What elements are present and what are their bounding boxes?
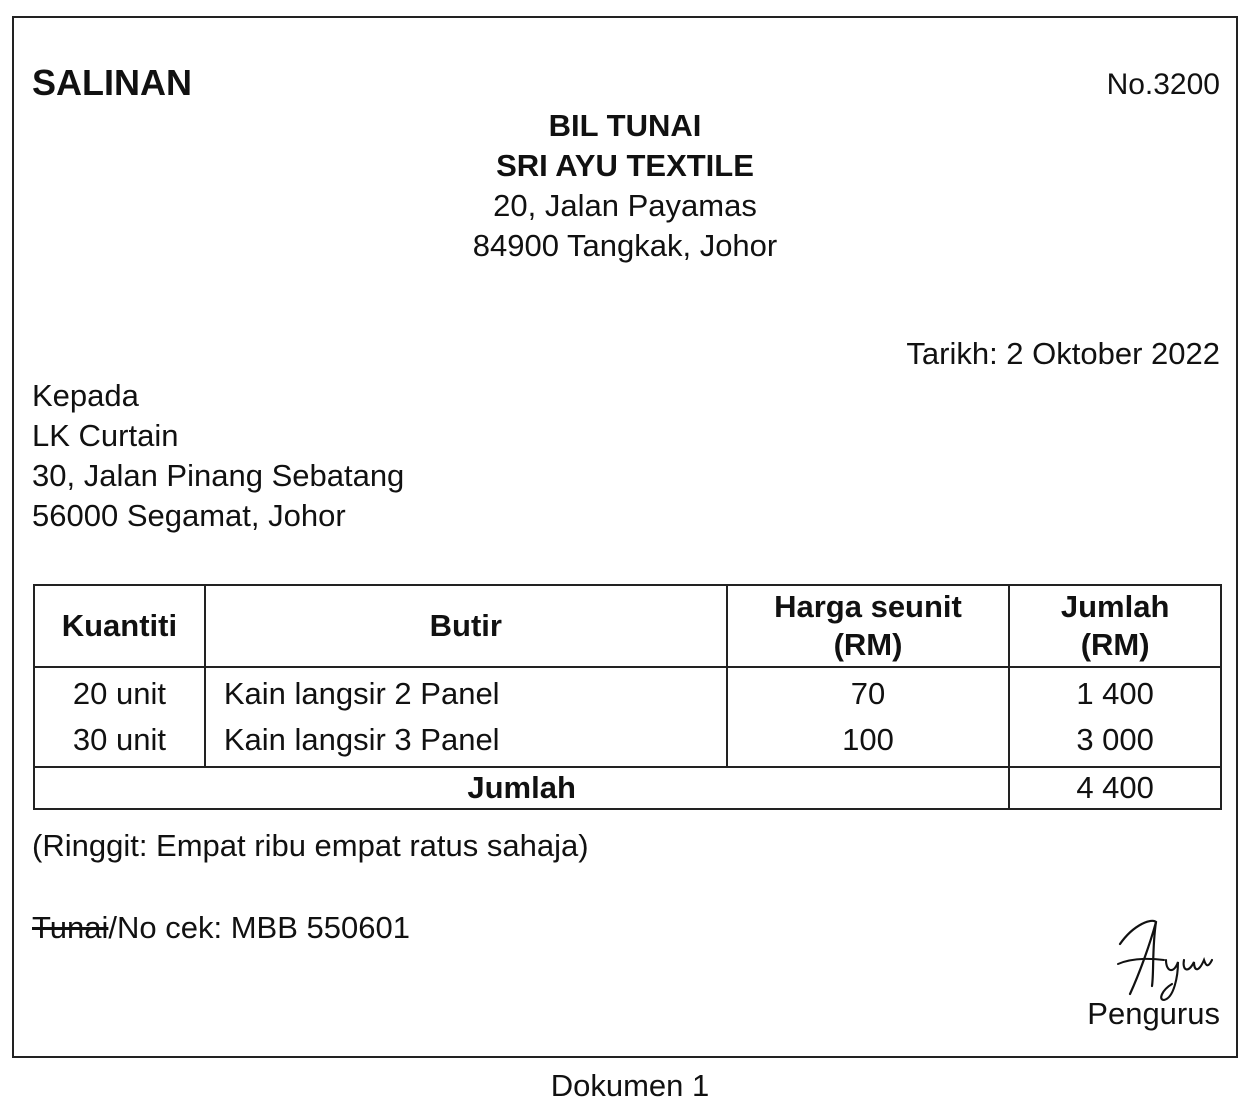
table-header-row	[34, 585, 1221, 667]
total-amount: 4 400	[1009, 767, 1221, 809]
bill-number: No.3200	[1106, 68, 1220, 101]
total-label: Jumlah	[34, 767, 1009, 809]
quantity-column	[34, 667, 205, 767]
amount-in-words: (Ringgit: Empat ribu empat ratus sahaja)	[32, 828, 589, 863]
row-1-item: Kain langsir 2 Panel	[223, 676, 500, 711]
items-table	[33, 584, 1222, 810]
bill-title: BIL TUNAI	[548, 108, 702, 143]
header-unit-price	[727, 585, 1009, 667]
copy-label: SALINAN	[32, 62, 192, 103]
amount-column	[1009, 667, 1221, 767]
total-row	[34, 767, 1221, 809]
header-unit-price-line2: (RM)	[833, 627, 903, 662]
header-item: Butir	[205, 585, 727, 667]
row-2-unit-price: 100	[842, 722, 894, 757]
header-quantity: Kuantiti	[34, 585, 205, 667]
signature	[1112, 914, 1222, 1004]
header-amount-line1: Jumlah	[1060, 589, 1170, 624]
document-caption: Dokumen 1	[550, 1068, 710, 1103]
item-column	[205, 667, 727, 767]
row-2-quantity: 30 unit	[72, 722, 166, 757]
header-unit-price-line1: Harga seunit	[774, 589, 962, 624]
header-amount-line2: (RM)	[1080, 627, 1150, 662]
row-1-amount: 1 400	[1076, 676, 1154, 711]
recipient-address-line2: 56000 Segamat, Johor	[32, 498, 346, 533]
header-amount	[1009, 585, 1221, 667]
struck-payment-option: Tunai	[32, 910, 109, 945]
unit-price-column	[727, 667, 1009, 767]
cash-bill-document	[12, 16, 1238, 1058]
company-name: SRI AYU TEXTILE	[496, 148, 754, 183]
row-2-amount: 3 000	[1076, 722, 1154, 757]
row-1-quantity: 20 unit	[72, 676, 166, 711]
bill-date: Tarikh: 2 Oktober 2022	[906, 336, 1220, 371]
recipient-name: LK Curtain	[32, 418, 179, 453]
payment-method	[32, 910, 410, 946]
table-body-row	[34, 667, 1221, 767]
row-1-unit-price: 70	[850, 676, 886, 711]
company-address-line2: 84900 Tangkak, Johor	[472, 228, 778, 263]
cheque-number: /No cek: MBB 550601	[108, 910, 410, 945]
recipient-label: Kepada	[32, 378, 139, 413]
recipient-address-line1: 30, Jalan Pinang Sebatang	[32, 458, 405, 493]
row-2-item: Kain langsir 3 Panel	[223, 722, 500, 757]
signatory-title: Pengurus	[1087, 996, 1220, 1031]
company-address-line1: 20, Jalan Payamas	[493, 188, 757, 223]
